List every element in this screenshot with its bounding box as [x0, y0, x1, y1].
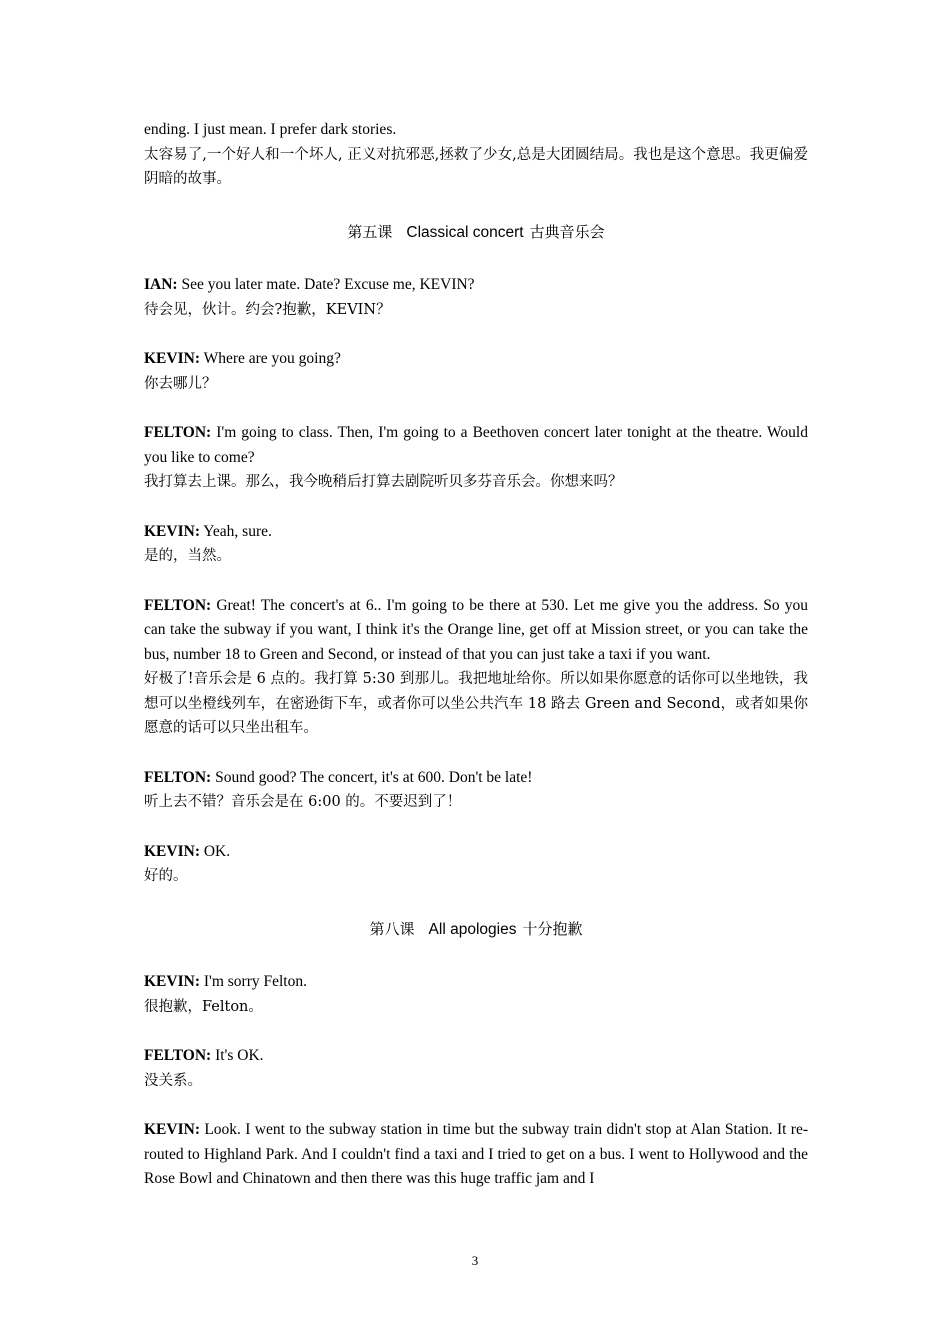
dialogue-english [144, 970, 808, 995]
lesson-8-english-title: All apologies [428, 920, 517, 938]
dialogue-line [144, 273, 808, 322]
dialogue-chinese: 我打算去上课。那么，我今晚稍后打算去剧院听贝多芬音乐会。你想来吗？ [144, 474, 623, 490]
lesson-8-number: 第八课 [369, 919, 415, 938]
english-text: See you later mate. Date? Excuse me, KEVIN? [177, 276, 475, 293]
dialogue-line [144, 970, 808, 1019]
english-text: OK. [199, 842, 231, 860]
dialogue-line [144, 766, 808, 815]
speaker-name: FELTON: [144, 768, 212, 786]
dialogue-line [144, 421, 808, 495]
dialogue-english [144, 840, 808, 865]
dialogue-english [144, 347, 808, 372]
dialogue-chinese: 没关系。 [144, 1072, 202, 1089]
english-text: Where are you going? [199, 350, 341, 367]
speaker-name: KEVIN: [144, 973, 200, 990]
english-text: Yeah, sure. [199, 522, 272, 540]
english-text: It's OK. [211, 1047, 264, 1064]
dialogue-english [144, 273, 808, 298]
dialogue-chinese: 你去哪儿？ [144, 375, 217, 392]
english-text: Great! The concert's at 6.. I'm going to be there at 530. Let me give you the address. So you can take the subway if you want, I think it's the Orange line, get off at Mission street, or you can take the bus, number 18 to Green and Second, or instead of that you can just take a taxi if you want. [144, 596, 808, 663]
dialogue-chinese: 是的，当然。 [144, 548, 231, 564]
dialogue-english [144, 421, 808, 470]
page-number: 3 [471, 1253, 479, 1268]
speaker-name: KEVIN: [144, 842, 200, 860]
english-text: I'm sorry Felton. [199, 973, 307, 990]
dialogue-chinese: 好的。 [144, 868, 188, 884]
speaker-name: KEVIN: [144, 522, 200, 540]
lesson-5-english-title: Classical concert [406, 223, 524, 241]
dialogue-chinese: 待会见，伙计。约会?抱歉，KEVIN？ [144, 301, 391, 318]
dialogue-chinese: 很抱歉，Felton。 [144, 998, 263, 1015]
lesson-8-chinese-title: 十分抱歉 [522, 919, 583, 938]
intro-english: ending. I just mean. I prefer dark stories. [144, 121, 397, 138]
lesson-5-heading [144, 220, 808, 246]
speaker-name: KEVIN: [144, 1121, 200, 1138]
dialogue-line [144, 347, 808, 396]
dialogue-english [144, 1044, 808, 1069]
dialogue-english [144, 594, 808, 668]
dialogue-line [144, 1044, 808, 1093]
intro-chinese: 太容易了,一个好人和一个坏人, 正义对抗邪恶,拯救了少女,总是大团圆结局。我也是这个意思。我更偏爱阴暗的故事。 [144, 146, 808, 187]
page-content [144, 118, 808, 1192]
dialogue-line [144, 520, 808, 569]
speaker-name: IAN: [144, 276, 178, 293]
english-text: Sound good? The concert, it's at 600. Don't be late! [211, 768, 533, 786]
speaker-name: FELTON: [144, 1047, 212, 1064]
speaker-name: FELTON: [144, 424, 212, 441]
dialogue-line [144, 840, 808, 889]
dialogue-english [144, 766, 808, 791]
dialogue-chinese: 听上去不错？音乐会是在 6:00 的。不要迟到了！ [144, 794, 462, 810]
lesson-5-number: 第五课 [347, 222, 393, 241]
dialogue-line [144, 594, 808, 741]
speaker-name: FELTON: [144, 596, 212, 614]
dialogue-line [144, 1118, 808, 1192]
speaker-name: KEVIN: [144, 350, 200, 367]
english-text: Look. I went to the subway station in time but the subway train didn't stop at Alan Station. It re-routed to Highland Park. And I couldn't find a taxi and I tried to get on a bus. I went to Hollywood and the Rose Bowl and Chinatown and then there was this huge traffic jam and I [144, 1121, 808, 1187]
lesson-5-chinese-title: 古典音乐会 [529, 222, 605, 241]
intro-paragraph [144, 118, 808, 192]
dialogue-english [144, 520, 808, 545]
dialogue-chinese: 好极了!音乐会是 6 点的。我打算 5:30 到那儿。我把地址给你。所以如果你愿意的话你可以坐地铁，我想可以坐橙线列车，在密逊街下车，或者你可以坐公共汽车 18 路去 Green and Second，或者如果你愿意的话可以只坐出租车。 [144, 671, 808, 736]
lesson-8-heading [144, 917, 808, 943]
dialogue-english [144, 1118, 808, 1192]
english-text: I'm going to class. Then, I'm going to a Beethoven concert later tonight at the theatre. Would you like to come? [144, 424, 808, 466]
